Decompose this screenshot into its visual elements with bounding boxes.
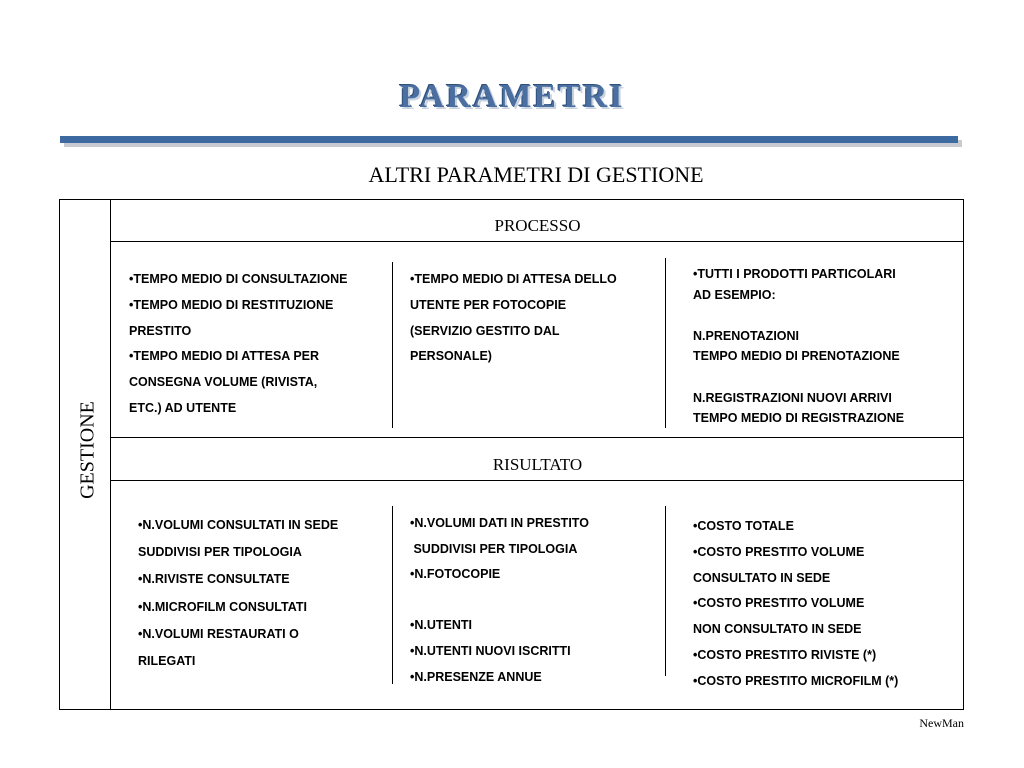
text-line: •TUTTI I PRODOTTI PARTICOLARI — [693, 267, 896, 281]
text-line: •N.UTENTI — [410, 618, 473, 633]
text-line: •N.PRESENZE ANNUE — [410, 669, 542, 684]
processo-col-2 — [410, 267, 617, 370]
column-separator — [665, 258, 666, 428]
text-line: •COSTO PRESTITO VOLUME — [693, 596, 865, 611]
text-line: •N.VOLUMI RESTAURATI O — [138, 626, 299, 641]
risultato-col-1 — [138, 512, 338, 675]
text-line: AD ESEMPIO: — [693, 287, 776, 302]
column-separator — [665, 506, 666, 676]
text-line: ETC.) AD UTENTE — [129, 400, 237, 415]
text-line: PRESTITO — [129, 323, 192, 338]
text-line: •COSTO PRESTITO RIVISTE (*) — [693, 647, 877, 662]
text-line: CONSEGNA VOLUME (RIVISTA, — [129, 375, 318, 390]
risultato-col-3 — [693, 514, 898, 695]
text-line: TEMPO MEDIO DI PRENOTAZIONE — [693, 349, 900, 364]
text-line: UTENTE PER FOTOCOPIE — [410, 297, 567, 312]
text-line: CONSULTATO IN SEDE — [693, 570, 831, 585]
text-line: •N.UTENTI NUOVI ISCRITTI — [410, 643, 571, 658]
text-line: •COSTO PRESTITO VOLUME — [693, 544, 865, 559]
column-separator — [392, 506, 393, 684]
processo-heading: PROCESSO — [494, 216, 581, 235]
text-line: •N.FOTOCOPIE — [410, 567, 501, 582]
text-line — [693, 367, 904, 388]
gestione-label: GESTIONE — [76, 401, 99, 499]
title-rule — [60, 136, 958, 143]
text-line: •COSTO PRESTITO MICROFILM (*) — [693, 673, 899, 688]
risultato-col-2 — [410, 511, 589, 690]
text-line: •TEMPO MEDIO DI CONSULTAZIONE — [129, 272, 348, 286]
text-line: TEMPO MEDIO DI REGISTRAZIONE — [693, 411, 905, 426]
text-line: SUDDIVISI PER TIPOLOGIA — [410, 541, 578, 556]
text-line: •COSTO TOTALE — [693, 519, 794, 533]
column-separator — [392, 262, 393, 428]
text-line: •N.VOLUMI DATI IN PRESTITO — [410, 516, 589, 530]
text-line — [410, 588, 589, 614]
text-line: SUDDIVISI PER TIPOLOGIA — [138, 545, 302, 560]
text-line — [693, 305, 904, 326]
text-line: (SERVIZIO GESTITO DAL — [410, 323, 560, 338]
slide-subtitle: ALTRI PARAMETRI DI GESTIONE — [368, 162, 704, 187]
risultato-heading: RISULTATO — [492, 455, 583, 474]
text-line: •N.RIVISTE CONSULTATE — [138, 572, 290, 587]
processo-col-3 — [693, 264, 904, 429]
text-line: •TEMPO MEDIO DI ATTESA DELLO — [410, 272, 617, 286]
text-line: PERSONALE) — [410, 349, 492, 364]
text-line: •N.VOLUMI CONSULTATI IN SEDE — [138, 518, 339, 532]
footer-brand: NewMan — [919, 716, 964, 730]
text-line: •TEMPO MEDIO DI ATTESA PER — [129, 349, 320, 364]
slide-title: PARAMETRI — [399, 78, 625, 115]
text-line: NON CONSULTATO IN SEDE — [693, 622, 862, 637]
processo-header-divider — [110, 241, 964, 242]
text-line: RILEGATI — [138, 654, 196, 669]
risultato-header-divider — [110, 480, 964, 481]
text-line: •N.MICROFILM CONSULTATI — [138, 599, 307, 614]
text-line: •TEMPO MEDIO DI RESTITUZIONE — [129, 297, 334, 312]
text-line: N.PRENOTAZIONI — [693, 328, 800, 343]
text-line: N.REGISTRAZIONI NUOVI ARRIVI — [693, 390, 892, 405]
processo-col-1 — [129, 267, 348, 422]
section-divider — [110, 437, 964, 438]
